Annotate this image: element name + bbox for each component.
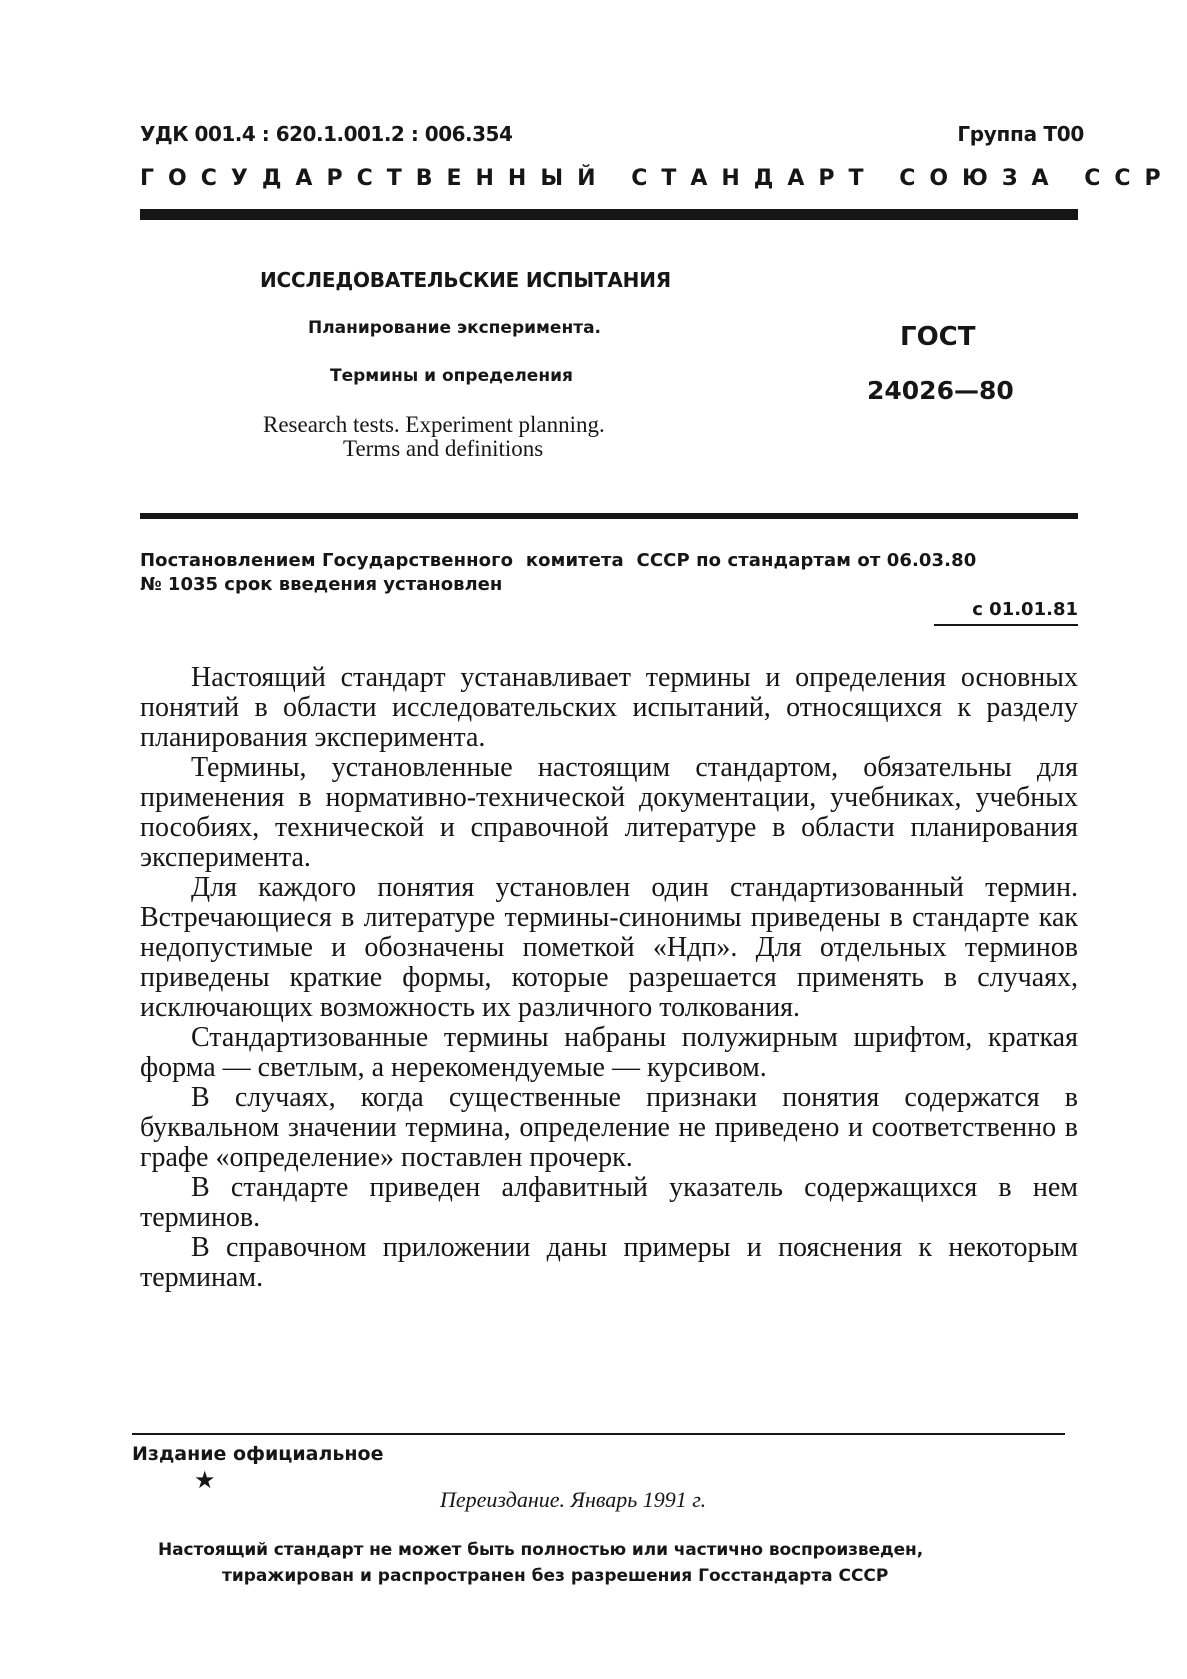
official-edition: Издание официальное (132, 1443, 384, 1465)
group-code: Группа Т00 (957, 122, 1084, 146)
effective-date-underline (934, 624, 1078, 626)
english-title-line1: Research tests. Experiment planning. (263, 412, 605, 437)
paragraph-typography: Стандартизованные термины набраны полужирным шрифтом, краткая форма — светлым, а нерекомендуемые — курсивом. (140, 1022, 1078, 1083)
footer-rule (132, 1433, 1065, 1435)
paragraph-terms: Для каждого понятия установлен один стандартизованный термин. Встречающиеся в литературе термины-синонимы приведены в стандарте как недопустимые и обозначены пометкой «Ндп». Для отдельных терминов приведены краткие формы, которые разрешается применять в случаях, исключающих возможность их различного толкования. (140, 872, 1078, 1023)
paragraph-index: В стандарте приведен алфавитный указатель содержащихся в нем терминов. (140, 1172, 1078, 1233)
document-subtitle-planning: Планирование эксперимента. (308, 318, 601, 338)
udk-code: УДК 001.4 : 620.1.001.2 : 006.354 (140, 122, 513, 146)
gost-number: 24026—80 (867, 376, 1014, 405)
copyright-line-2: тиражирован и распространен без разрешения Госстандарта СССР (222, 1566, 889, 1586)
header-rule-thick (140, 209, 1078, 220)
star-icon: ★ (194, 1466, 216, 1494)
paragraph-scope: Настоящий стандарт устанавливает термины и определения основных понятий в области исследовательских испытаний, относящихся к разделу планирования эксперимента. (140, 662, 1078, 753)
title-rule (140, 513, 1078, 519)
effective-date: с 01.01.81 (972, 599, 1078, 620)
paragraph-appendix: В справочном приложении даны примеры и пояснения к некоторым терминам. (140, 1232, 1078, 1293)
body-text (140, 663, 1078, 1293)
gost-label: ГОСТ (900, 322, 976, 352)
decree-line-2: № 1035 срок введения установлен (140, 574, 503, 595)
english-title-line2: Terms and definitions (343, 436, 544, 461)
paragraph-definitions: В случаях, когда существенные признаки понятия содержатся в буквальном значении термина, определение не приведено и соответственно в графе «определение» поставлен прочерк. (140, 1082, 1078, 1173)
paragraph-mandatory: Термины, установленные настоящим стандартом, обязательны для применения в нормативно-технической документации, учебниках, учебных пособиях, технической и справочной литературе в области планирования эксперимента. (140, 752, 1078, 873)
reprint-note: Переиздание. Январь 1991 г. (440, 1487, 707, 1512)
state-standard-heading: ГОСУДАРСТВЕННЫЙ СТАНДАРТ СОЮЗА ССР (140, 166, 1175, 191)
document-subtitle-terms: Термины и определения (330, 366, 573, 386)
copyright-line-1: Настоящий стандарт не может быть полностью или частично воспроизведен, (158, 1540, 924, 1560)
decree-line-1: Постановлением Государственного комитета СССР по стандартам от 06.03.80 (140, 550, 977, 571)
document-title: ИССЛЕДОВАТЕЛЬСКИЕ ИСПЫТАНИЯ (260, 268, 671, 292)
